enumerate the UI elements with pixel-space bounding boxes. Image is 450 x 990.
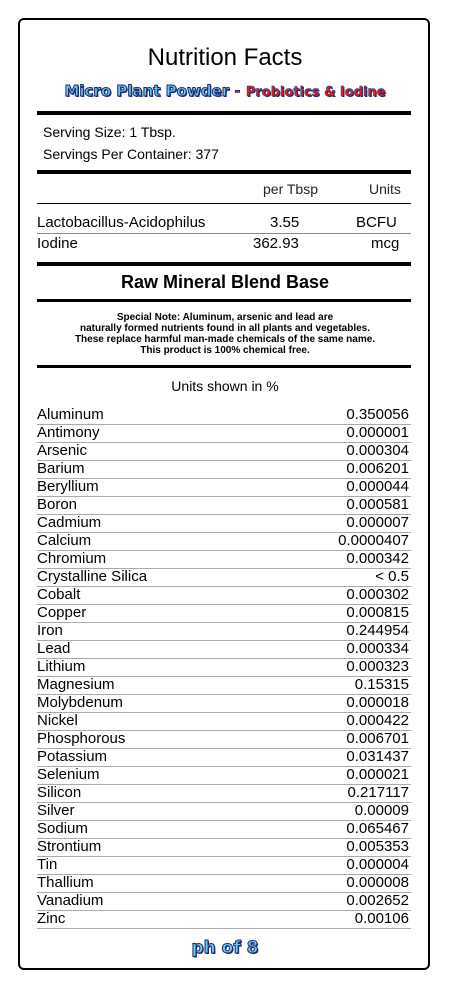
ph-footer: ph of 8 <box>191 938 259 958</box>
mineral-name: Copper <box>37 604 87 621</box>
table-row <box>37 713 411 731</box>
mineral-value: 0.350056 <box>346 406 409 423</box>
mineral-value: 0.000422 <box>346 712 409 729</box>
mineral-value: < 0.5 <box>375 568 409 585</box>
mineral-value: 0.000044 <box>346 478 409 495</box>
mineral-name: Silver <box>37 802 75 819</box>
mineral-value: 0.000007 <box>346 514 409 531</box>
nutrient-unit: mcg <box>371 235 400 252</box>
serving-size: Serving Size: 1 Tbsp. <box>43 124 176 140</box>
mineral-value: 0.000304 <box>346 442 409 459</box>
note-line: naturally formed nutrients found in all plants and vegetables. <box>79 323 371 334</box>
mineral-value: 0.0000407 <box>338 532 409 549</box>
mineral-name: Tin <box>37 856 58 873</box>
mineral-name: Cobalt <box>37 586 81 603</box>
mineral-value: 0.002652 <box>346 892 409 909</box>
table-row <box>37 785 411 803</box>
table-row <box>37 839 411 857</box>
units-note: Units shown in % <box>171 378 279 394</box>
label-title: Nutrition Facts <box>147 44 303 71</box>
mineral-value: 0.000008 <box>346 874 409 891</box>
note-line: These replace harmful man-made chemicals of the same name. <box>74 334 376 345</box>
table-row <box>37 533 411 551</box>
mineral-value: 0.000323 <box>346 658 409 675</box>
nutrient-name: Lactobacillus-Acidophilus <box>37 214 206 231</box>
mineral-value: 0.000334 <box>346 640 409 657</box>
product-subtitle <box>0 82 450 100</box>
subtitle-dash: - <box>234 82 241 100</box>
table-row <box>37 407 411 425</box>
table-row <box>37 875 411 893</box>
mineral-name: Antimony <box>37 424 100 441</box>
table-row <box>37 515 411 533</box>
table-row <box>37 551 411 569</box>
table-row <box>37 461 411 479</box>
mineral-value: 0.00106 <box>354 910 409 927</box>
mineral-name: Potassium <box>37 748 108 765</box>
mineral-value: 0.000001 <box>346 424 409 441</box>
mineral-name: Boron <box>37 496 78 513</box>
table-row <box>37 695 411 713</box>
mineral-name: Cadmium <box>37 514 102 531</box>
mineral-value: 0.000004 <box>346 856 409 873</box>
mineral-name: Vanadium <box>37 892 104 909</box>
table-row <box>37 569 411 587</box>
column-header-per-tbsp: per Tbsp <box>263 181 318 197</box>
table-row <box>37 497 411 515</box>
table-row <box>37 623 411 641</box>
table-row <box>37 587 411 605</box>
table-row <box>37 749 411 767</box>
mineral-value: 0.00009 <box>354 802 409 819</box>
table-row <box>37 857 411 875</box>
mineral-name: Selenium <box>37 766 100 783</box>
mineral-name: Nickel <box>37 712 78 729</box>
mineral-value: 0.217117 <box>347 784 409 801</box>
mineral-name: Lead <box>37 640 71 657</box>
mineral-value: 0.006701 <box>346 730 409 747</box>
table-row <box>37 767 411 785</box>
mineral-name: Thallium <box>37 874 94 891</box>
section-title: Raw Mineral Blend Base <box>120 272 330 292</box>
mineral-name: Magnesium <box>37 676 115 693</box>
mineral-name: Lithium <box>37 658 86 675</box>
note-line: Special Note: Aluminum, arsenic and lead are <box>116 312 334 323</box>
table-row <box>37 479 411 497</box>
thick-divider <box>37 111 411 115</box>
table-row <box>37 677 411 695</box>
mineral-value: 0.006201 <box>346 460 409 477</box>
mineral-value: 0.005353 <box>346 838 409 855</box>
table-row <box>37 911 411 929</box>
thin-divider <box>37 233 411 234</box>
mineral-name: Iron <box>37 622 63 639</box>
table-row <box>37 803 411 821</box>
nutrient-amount: 3.55 <box>270 214 300 231</box>
mineral-name: Silicon <box>37 784 82 801</box>
table-row <box>37 659 411 677</box>
thin-divider <box>37 203 411 204</box>
mineral-name: Phosphorous <box>37 730 126 747</box>
special-note <box>30 312 420 356</box>
mineral-value: 0.065467 <box>346 820 409 837</box>
table-row <box>37 731 411 749</box>
mineral-name: Crystalline Silica <box>37 568 148 585</box>
product-name: Micro Plant Powder <box>64 82 230 100</box>
table-row <box>37 425 411 443</box>
mineral-name: Arsenic <box>37 442 88 459</box>
servings-per-container: Servings Per Container: 377 <box>43 146 219 162</box>
mineral-value: 0.000342 <box>346 550 409 567</box>
mineral-value: 0.000018 <box>346 694 409 711</box>
nutrient-amount: 362.93 <box>253 235 299 252</box>
thick-divider <box>37 262 411 266</box>
table-row <box>37 605 411 623</box>
table-row <box>37 443 411 461</box>
nutrient-unit: BCFU <box>356 214 397 231</box>
mineral-name: Zinc <box>37 910 66 927</box>
table-row <box>37 821 411 839</box>
mineral-name: Strontium <box>37 838 102 855</box>
table-row <box>37 641 411 659</box>
product-variant: Probiotics & Iodine <box>245 85 386 100</box>
mineral-value: 0.000021 <box>346 766 409 783</box>
mineral-name: Aluminum <box>37 406 104 423</box>
mineral-name: Chromium <box>37 550 107 567</box>
thick-divider <box>37 365 411 368</box>
mineral-name: Barium <box>37 460 85 477</box>
table-row <box>37 893 411 911</box>
mineral-name: Sodium <box>37 820 88 837</box>
mineral-name: Calcium <box>37 532 92 549</box>
mineral-value: 0.031437 <box>346 748 409 765</box>
mineral-name: Molybdenum <box>37 694 123 711</box>
column-header-units: Units <box>369 181 401 197</box>
mineral-value: 0.000815 <box>346 604 409 621</box>
nutrient-name: Iodine <box>37 235 78 252</box>
thick-divider <box>37 170 411 174</box>
mineral-value: 0.15315 <box>354 676 409 693</box>
note-line: This product is 100% chemical free. <box>140 345 310 356</box>
thick-divider <box>37 299 411 302</box>
mineral-table <box>37 407 411 929</box>
mineral-value: 0.000302 <box>346 586 409 603</box>
mineral-value: 0.000581 <box>346 496 409 513</box>
mineral-value: 0.244954 <box>346 622 409 639</box>
mineral-name: Beryllium <box>37 478 99 495</box>
